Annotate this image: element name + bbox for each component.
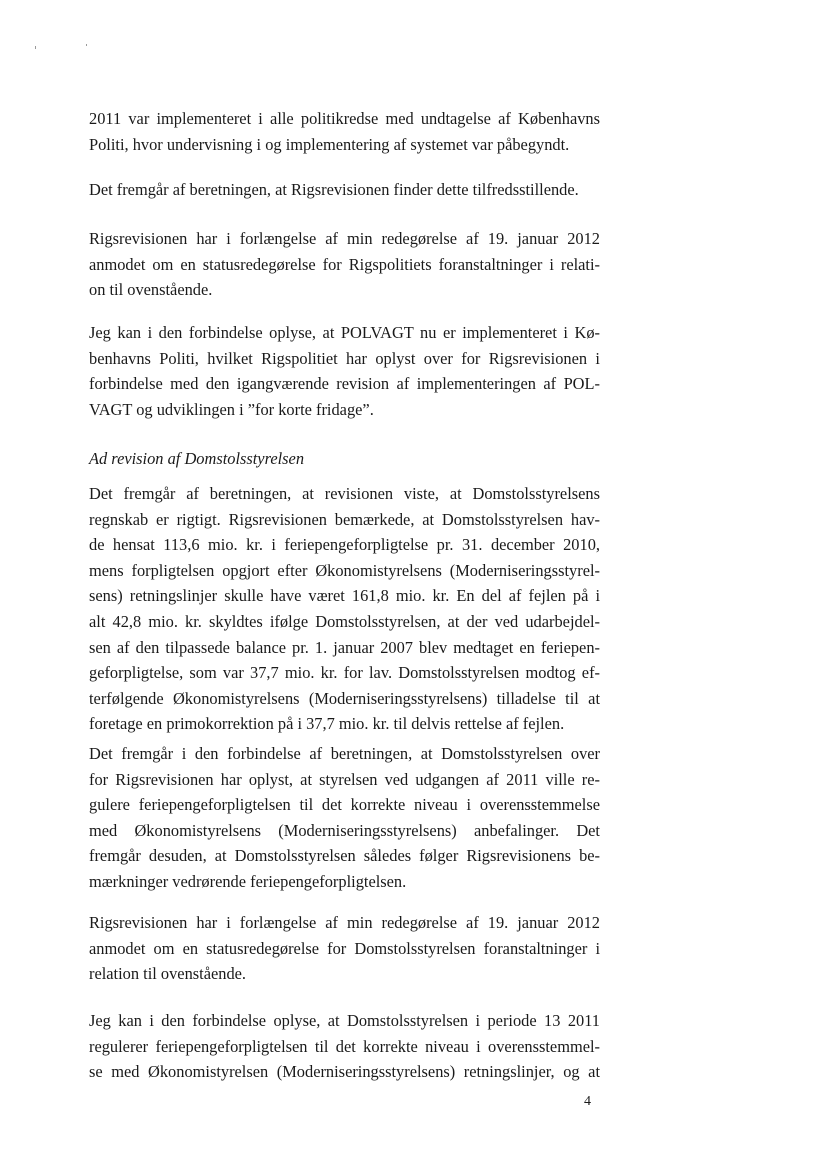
paragraph-line: mærkninger vedrørende feriepengeforpligtelsen.	[89, 871, 407, 891]
paragraph-line: for Rigsrevisionen har oplyst, at styrelsen ved udgangen af 2011 ville re-	[89, 769, 600, 789]
paragraph-line: relation til ovenstående.	[89, 964, 247, 984]
page-number: 4	[584, 1094, 591, 1109]
paragraph-line: Politi, hvor undervisning i og implementering af systemet var påbegyndt.	[89, 134, 570, 154]
paragraph-line: terfølgende Økonomistyrelsens (Moderniseringsstyrelsens) tilladelse til at	[89, 688, 600, 708]
paragraph-6	[89, 741, 600, 895]
scan-speck	[86, 44, 87, 46]
paragraph-line: Jeg kan i den forbindelse oplyse, at POLVAGT nu er implementeret i Kø-	[89, 323, 600, 342]
paragraph-line: forbindelse med den igangværende revision af implementeringen af POL-	[89, 374, 600, 394]
paragraph-line: anmodet om en statusredegørelse for Domstolsstyrelsen foranstaltninger i	[89, 938, 600, 958]
paragraph-8	[89, 1008, 600, 1085]
paragraph-line: alt 42,8 mio. kr. skyldtes ifølge Domstolsstyrelsen, at der ved udarbejdel-	[89, 611, 600, 631]
paragraph-line: sen af den tilpassede balance pr. 1. januar 2007 blev medtaget en feriepen-	[89, 637, 600, 657]
paragraph-line: gulere feriepengeforpligtelsen til det korrekte niveau i overensstemmelse	[89, 795, 600, 815]
paragraph-7	[89, 910, 600, 987]
paragraph-line: foretage en primokorrektion på i 37,7 mio. kr. til delvis rettelse af fejlen.	[89, 714, 565, 734]
paragraph-3	[89, 226, 600, 303]
paragraph-line: VAGT og udviklingen i ”for korte fridage”.	[89, 399, 374, 419]
paragraph-line: se med Økonomistyrelsen (Moderniseringsstyrelsens) retningslinjer, og at	[89, 1062, 600, 1082]
paragraph-line: sens) retningslinjer skulle have været 161,8 mio. kr. En del af fejlen på i	[89, 586, 600, 606]
paragraph-line: on til ovenstående.	[89, 280, 213, 300]
paragraph-line: de hensat 113,6 mio. kr. i feriepengeforpligtelse pr. 31. december 2010,	[89, 535, 600, 555]
paragraph-line: mens forpligtelsen opgjort efter Økonomistyrelsens (Moderniseringsstyrel-	[89, 560, 600, 580]
scan-speck	[35, 46, 36, 49]
paragraph-line: 2011 var implementeret i alle politikredse med undtagelse af Københavns	[89, 109, 600, 128]
paragraph-line: Rigsrevisionen har i forlængelse af min redegørelse af 19. januar 2012	[89, 913, 600, 932]
paragraph-line: Det fremgår i den forbindelse af beretningen, at Domstolsstyrelsen over	[89, 744, 600, 763]
paragraph-1	[89, 106, 600, 157]
paragraph-5	[89, 481, 600, 737]
paragraph-line: med Økonomistyrelsens (Moderniseringsstyrelsens) anbefalinger. Det	[89, 820, 600, 840]
paragraph-line: anmodet om en statusredegørelse for Rigspolitiets foranstaltninger i relati-	[89, 254, 600, 274]
paragraph-line: Jeg kan i den forbindelse oplyse, at Domstolsstyrelsen i periode 13 2011	[89, 1011, 600, 1030]
paragraph-line: regulerer feriepengeforpligtelsen til det korrekte niveau i overensstemmel-	[89, 1036, 600, 1056]
paragraph-line: benhavns Politi, hvilket Rigspolitiet har oplyst over for Rigsrevisionen i	[89, 348, 600, 368]
paragraph-line: Det fremgår af beretningen, at Rigsrevisionen finder dette tilfredsstillende.	[89, 180, 579, 199]
paragraph-line: Rigsrevisionen har i forlængelse af min redegørelse af 19. januar 2012	[89, 229, 600, 248]
section-heading: Ad revision af Domstolsstyrelsen	[89, 449, 305, 468]
paragraph-line: Det fremgår af beretningen, at revisionen viste, at Domstolsstyrelsens	[89, 484, 600, 503]
paragraph-line: regnskab er rigtigt. Rigsrevisionen bemærkede, at Domstolsstyrelsen hav-	[89, 509, 600, 529]
paragraph-4	[89, 320, 600, 422]
paragraph-line: geforpligtelse, som var 37,7 mio. kr. for lav. Domstolsstyrelsen modtog ef-	[89, 663, 600, 683]
paragraph-line: fremgår desuden, at Domstolsstyrelsen således følger Rigsrevisionens be-	[89, 846, 600, 866]
paragraph-2	[89, 177, 600, 203]
